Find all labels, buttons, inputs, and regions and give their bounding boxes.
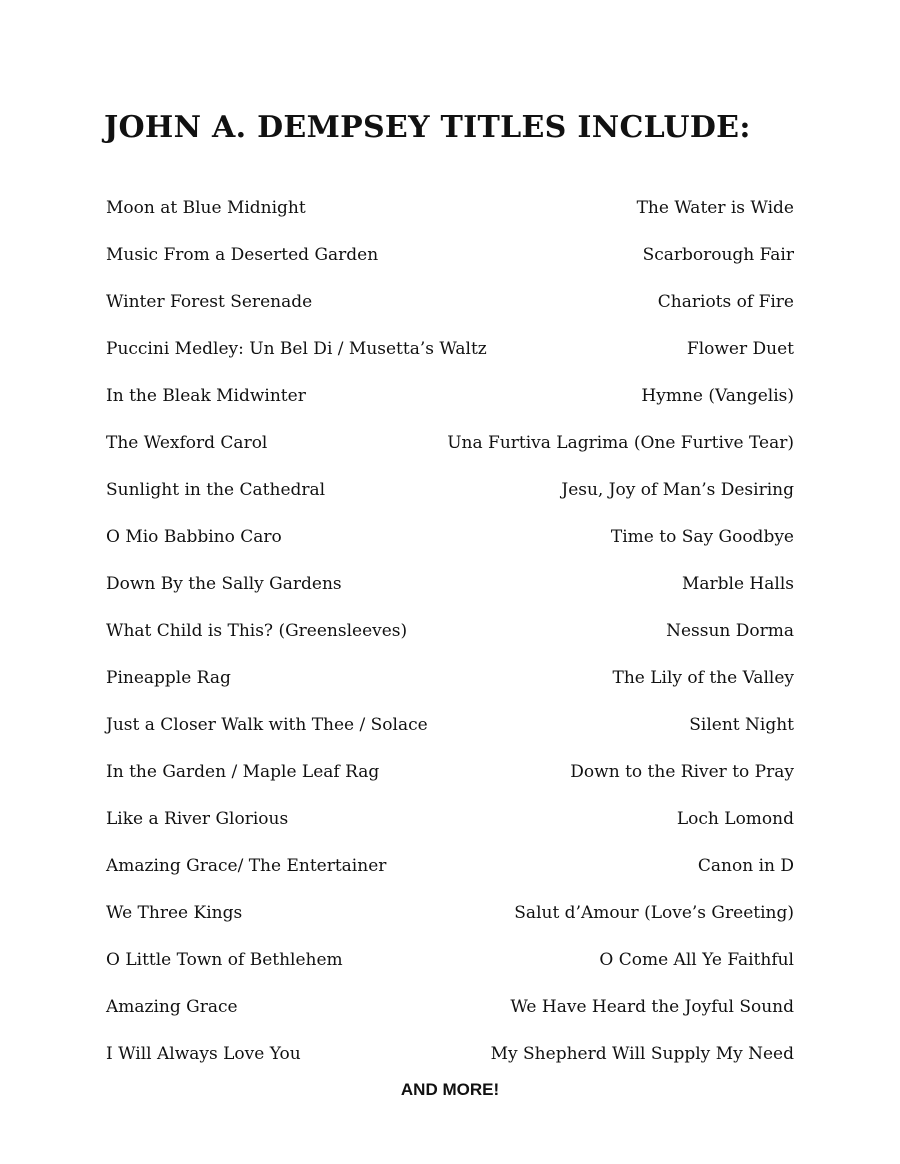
title-right: Silent Night [689, 714, 794, 735]
title-right: Una Furtiva Lagrima (One Furtive Tear) [447, 432, 794, 453]
title-row [106, 795, 794, 842]
title-left: Puccini Medley: Un Bel Di / Musetta’s Waltz [106, 338, 487, 359]
title-row [106, 513, 794, 560]
title-right: Hymne (Vangelis) [641, 385, 794, 406]
title-left: What Child is This? (Greensleeves) [106, 620, 408, 641]
title-row [106, 748, 794, 795]
title-row [106, 654, 794, 701]
title-right: Chariots of Fire [657, 291, 794, 312]
title-left: Winter Forest Serenade [106, 291, 313, 312]
title-left: Amazing Grace [106, 996, 238, 1017]
title-left: In the Bleak Midwinter [106, 385, 306, 406]
title-row [106, 419, 794, 466]
title-right: Scarborough Fair [642, 244, 794, 265]
title-row [106, 184, 794, 231]
title-left: I Will Always Love You [106, 1043, 301, 1064]
title-left: We Three Kings [106, 902, 243, 923]
title-row [106, 889, 794, 936]
title-right: Down to the River to Pray [570, 761, 794, 782]
title-right: The Water is Wide [636, 197, 794, 218]
title-right: O Come All Ye Faithful [599, 949, 794, 970]
page-title: JOHN A. DEMPSEY TITLES INCLUDE: [104, 110, 751, 145]
title-left: O Mio Babbino Caro [106, 526, 282, 547]
title-right: My Shepherd Will Supply My Need [490, 1043, 794, 1064]
title-left: Down By the Sally Gardens [106, 573, 342, 594]
titles-list [106, 184, 794, 1077]
title-right: Marble Halls [681, 573, 794, 594]
title-left: O Little Town of Bethlehem [106, 949, 343, 970]
title-row [106, 842, 794, 889]
title-left: The Wexford Carol [106, 432, 268, 453]
title-left: Just a Closer Walk with Thee / Solace [106, 714, 428, 735]
title-row [106, 372, 794, 419]
title-left: Music From a Deserted Garden [106, 244, 379, 265]
title-row [106, 701, 794, 748]
title-left: Sunlight in the Cathedral [106, 479, 326, 500]
title-row [106, 983, 794, 1030]
and-more-note: AND MORE! [400, 1080, 500, 1099]
title-right: We Have Heard the Joyful Sound [510, 996, 794, 1017]
title-left: Moon at Blue Midnight [106, 197, 306, 218]
title-left: Pineapple Rag [106, 667, 231, 688]
title-row [106, 1030, 794, 1077]
title-right: Loch Lomond [676, 808, 794, 829]
title-row [106, 466, 794, 513]
title-row [106, 231, 794, 278]
title-right: Time to Say Goodbye [610, 526, 794, 547]
title-right: The Lily of the Valley [612, 667, 794, 688]
title-right: Flower Duet [686, 338, 794, 359]
title-row [106, 278, 794, 325]
title-right: Jesu, Joy of Man’s Desiring [561, 479, 794, 500]
title-row [106, 560, 794, 607]
title-right: Salut d’Amour (Love’s Greeting) [514, 902, 794, 923]
title-left: In the Garden / Maple Leaf Rag [106, 761, 380, 782]
title-right: Nessun Dorma [666, 620, 794, 641]
title-left: Like a River Glorious [106, 808, 289, 829]
title-right: Canon in D [697, 855, 794, 876]
title-row [106, 325, 794, 372]
title-left: Amazing Grace/ The Entertainer [106, 855, 387, 876]
title-row [106, 936, 794, 983]
title-row [106, 607, 794, 654]
